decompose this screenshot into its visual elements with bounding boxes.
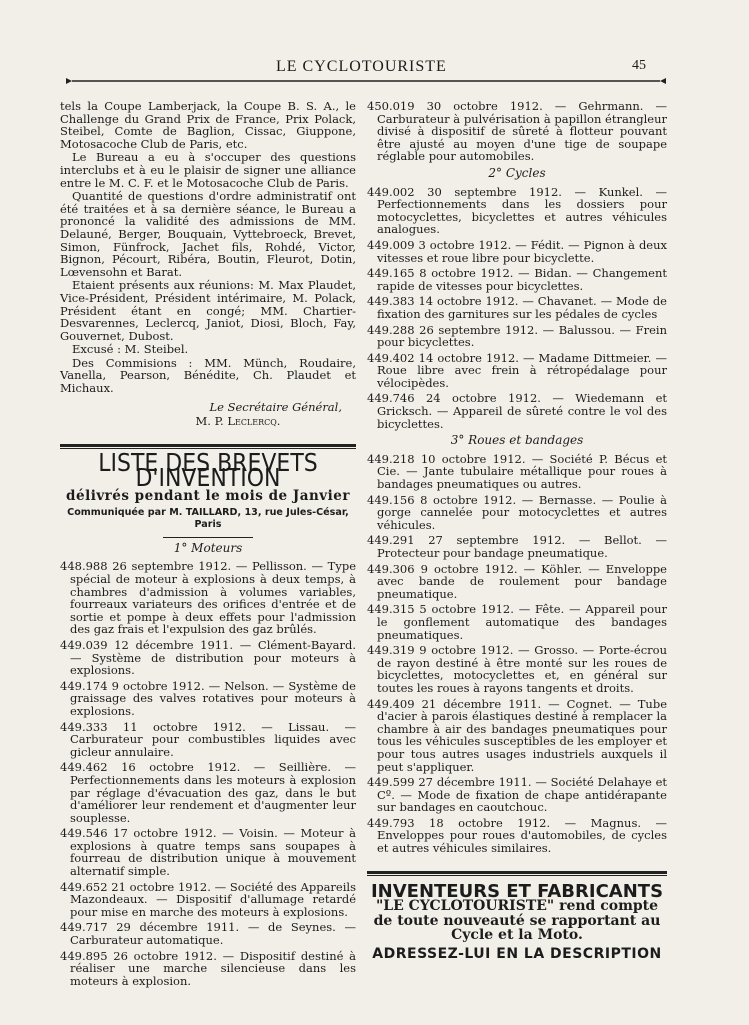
patent-entry: 449.402 14 octobre 1912. — Madame Dittmeier. — Roue libre avec frein à rétropédalage pour vélocipèdes.	[367, 350, 667, 390]
patent-entry: 449.717 29 décembre 1911. — de Seynes. — Carburateur automatique.	[60, 920, 356, 948]
signature-name: M. P. Leclercq.	[195, 414, 281, 429]
section-heading: 1° Moteurs	[173, 540, 243, 555]
patent-entry: 449.546 17 octobre 1912. — Voisin. — Moteur à explosions à quatre temps sans soupapes à fourreau de distribution unique à mouvement alternatif simple.	[60, 826, 356, 879]
list-subtitle: délivrés pendant le mois de Janvier	[66, 488, 350, 505]
patent-entry: 449.009 3 octobre 1912. — Fédit. — Pignon à deux vitesses et roue libre pour bicyclette.	[367, 237, 667, 265]
ornamental-rule	[66, 78, 666, 84]
patent-entry: 449.315 5 octobre 1912. — Fête. — Appareil pour le gonflement automatique des bandages pneumatiques.	[367, 602, 667, 642]
advert-line: Cycle et la Moto.	[451, 927, 583, 944]
advert-line: de toute nouveauté se rapportant au	[373, 912, 661, 929]
list-title: LISTE DES BREVETS D'INVENTION	[98, 448, 318, 493]
paragraph: Etaient présents aux réunions: M. Max Plaudet, Vice-Président, Président intérimaire, M. Polack, Président étant en congé; MM. Chartier-Desvarennes, Leclercq, Janiot, Diosi, Bloch, Fay, Gouvernet, Dubost.	[60, 278, 356, 343]
patent-entry: 449.319 9 octobre 1912. — Grosso. — Porte-écrou de rayon destiné à être monté sur les roues de bicyclettes, motocyclettes et, en général sur toutes les roues à rayons tangents et droits.	[367, 643, 667, 695]
right-column	[367, 100, 667, 961]
patent-entry: 449.156 8 octobre 1912. — Bernasse. — Poulie à gorge cannelée pour motocyclettes et autres véhicules.	[367, 492, 667, 532]
patent-entry: 449.039 12 décembre 1911. — Clément-Bayard. — Système de distribution pour moteurs à explosions.	[60, 637, 356, 678]
page-header	[66, 54, 666, 84]
signature-title: Le Secrétaire Général,	[209, 399, 342, 414]
patent-entry: 449.165 8 octobre 1912. — Bidan. — Changement rapide de vitesses pour bicyclettes.	[367, 266, 667, 293]
advert-call-to-action: ADRESSEZ-LUI EN LA DESCRIPTION	[372, 946, 662, 963]
patent-entry: 449.652 21 octobre 1912. — Société des Appareils Mazondeaux. — Dispositif d'allumage retardé pour mise en marche des moteurs à explosions.	[60, 879, 356, 919]
left-column	[60, 100, 356, 990]
patent-entry: 449.895 26 octobre 1912. — Dispositif destiné à réaliser une marche silencieuse dans les moteurs à explosion.	[60, 948, 356, 988]
patent-entry: 449.409 21 décembre 1911. — Cognet. — Tube d'acier à parois élastiques destiné à remplacer la chambre à air des bandages pneumatiques pour tous les véhicules susceptibles de les employer et pour tous autres usages industriels auxquels il peut s'appliquer.	[367, 696, 667, 774]
patent-entry: 449.383 14 octobre 1912. — Chavanet. — Mode de fixation des garnitures sur les pédales de cycles	[367, 294, 667, 321]
paragraph: Le Bureau a eu à s'occuper des questions interclubs et à eu le plaisir de signer une alliance entre le M. C. F. et le Motosacoche Club de Paris.	[60, 150, 356, 190]
section-heading: 2° Cycles	[488, 165, 546, 180]
patent-entry: 449.793 18 octobre 1912. — Magnus. — Enveloppes pour roues d'automobiles, de cycles et autres véhicules similaires.	[367, 815, 667, 856]
patent-entry: 449.174 9 octobre 1912. — Nelson. — Système de graissage des valves rotatives pour moteurs à explosions.	[60, 678, 356, 718]
page-number: 45	[632, 58, 646, 73]
patent-entry: 449.002 30 septembre 1912. — Kunkel. — Perfectionnements dans les dossiers pour motocyclettes, bicyclettes et autres véhicules analogues.	[367, 184, 667, 237]
small-divider	[163, 537, 253, 538]
patent-entry: 448.988 26 septembre 1912. — Pellisson. — Type spécial de moteur à explosions à deux temps, à chambres d'admission à volumes variables, fourreaux variateurs des orifices d'entrée et de sortie et pompe à deux effets pour l'admission des gaz frais et l'expulsion des gaz brûlés.	[60, 559, 356, 637]
running-title: LE CYCLOTOURISTE	[276, 58, 447, 75]
paragraph: Quantité de questions d'ordre administratif ont été traitées et à sa dernière séance, le Bureau a prononcé la validité des admissions de MM. Delauné, Berger, Bouquain, Vyttebroeck, Brevet, Simon, Fünfrock, Jachet fils, Rohdé, Victor, Bignon, Pécourt, Ribéra, Boutin, Fleurot, Dotin, Lœvensohn et Barat.	[60, 189, 356, 279]
section-heading: 3° Roues et bandages	[450, 433, 584, 448]
patent-entry: 449.462 16 octobre 1912. — Seillière. — Perfectionnements dans les moteurs à explosion par réglage d'évacuation des gaz, dans le but d'améliorer leur rendement et d'augmenter leur souplesse.	[60, 760, 356, 825]
paragraph: Des Commisions : MM. Münch, Roudaire, Vanella, Pearson, Bénédite, Ch. Plaudet et Michaux.	[60, 355, 356, 396]
advert-line: "LE CYCLOTOURISTE" rend compte	[375, 898, 659, 915]
patent-entry: 449.218 10 octobre 1912. — Société P. Bécus et Cie. — Jante tubulaire métallique pour roues à bandages pneumatiques ou autres.	[367, 451, 667, 492]
patent-entry: 450.019 30 octobre 1912. — Gehrmann. — Carburateur à pulvérisation à papillon étrangleur divisé à dispositif de sûreté à flotteur pouvant être ajusté au moyen d'une tige de soupape réglable pour automobiles.	[367, 99, 667, 164]
patent-entry: 449.306 9 octobre 1912. — Köhler. — Enveloppe avec bande de roulement pour bandage pneumatique.	[367, 561, 667, 601]
patent-entry: 449.746 24 octobre 1912. — Wiedemann et Gricksch. — Appareil de sûreté contre le vol des bicyclettes.	[367, 391, 667, 431]
patent-entry: 449.288 26 septembre 1912. — Balussou. — Frein pour bicyclettes.	[367, 322, 667, 350]
list-communique: Communiquée par M. TAILLARD, 13, rue Jules-César, Paris	[67, 506, 349, 531]
patent-entry: 449.291 27 septembre 1912. — Bellot. — Protecteur pour bandage pneumatique.	[367, 533, 667, 560]
section-divider	[367, 871, 667, 876]
advert-title: INVENTEURS ET FABRICANTS	[370, 880, 664, 902]
paragraph: tels la Coupe Lamberjack, la Coupe B. S. A., le Challenge du Grand Prix de France, Prix Polack, Steibel, Comte de Baglion, Cissac, Giuppone, Motosacoche Club de Paris, etc.	[60, 99, 356, 151]
patent-entry: 449.333 11 octobre 1912. — Lissau. — Carburateur pour combustibles liquides avec gicleur annulaire.	[60, 719, 356, 759]
patent-entry: 449.599 27 décembre 1911. — Société Delahaye et Cº. — Mode de fixation de chape antidérapante sur bandages en caoutchouc.	[367, 775, 667, 815]
paragraph: Excusé : M. Steibel.	[72, 342, 189, 357]
